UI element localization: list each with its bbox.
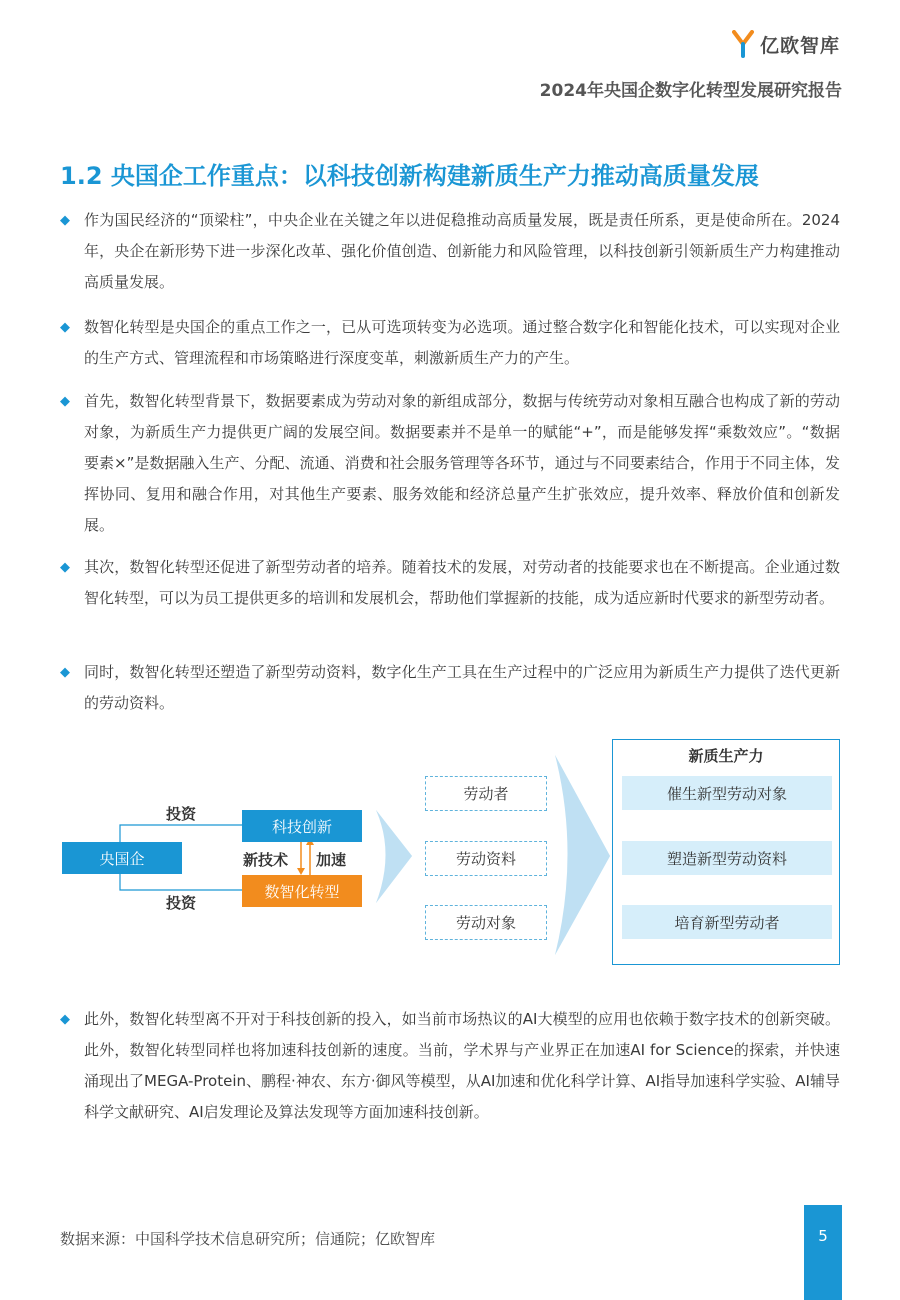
diamond-bullet-icon: ◆ [60,213,70,228]
brand-logo [732,30,840,58]
paragraph-text: 数智化转型是央国企的重点工作之一，已从可选项转变为必选项。通过整合数字化和智能化技术，可以实现对企业的生产方式、管理流程和市场策略进行深度变革，刺激新质生产力的产生。 [84,318,840,367]
diamond-bullet-icon: ◆ [60,665,70,680]
paragraph-text: 同时，数智化转型还塑造了新型劳动资料，数字化生产工具在生产过程中的广泛应用为新质生产力提供了迭代更新的劳动资料。 [84,663,840,712]
productivity-diagram [0,735,900,975]
paragraph-5 [60,657,840,719]
digital-transform-node: 数智化转型 [242,875,362,907]
factor-labor-means: 劳动资料 [425,841,547,876]
paragraph-text: 此外，数智化转型离不开对于科技创新的投入，如当前市场热议的AI大模型的应用也依赖于数字技术的创新突破。此外，数智化转型同样也将加速科技创新的速度。当前，学术界与产业界正在加速AI for Science的探索，并快速涌现出了MEGA-Protein、鹏程·神农、东方·御风等模型，从AI加速和优化科学计算、AI指导加速科学实验、AI辅导科学文献研究、AI启发理论及算法发现等方面加速科技创新。 [84,1010,840,1121]
soe-node: 央国企 [62,842,182,874]
diamond-bullet-icon: ◆ [60,394,70,409]
logo-text: 亿欧智库 [759,34,840,57]
invest-top-label: 投资 [166,805,197,823]
diamond-bullet-icon: ◆ [60,320,70,335]
page-number-box [804,1205,842,1300]
new-tech-label: 新技术 [243,851,289,869]
invest-bottom-label: 投资 [166,894,197,912]
new-productivity-title: 新质生产力 [688,747,764,765]
paragraph-text: 首先，数智化转型背景下，数据要素成为劳动对象的新组成部分，数据与传统劳动对象相互融合也构成了新的劳动对象，为新质生产力提供更广阔的发展空间。数据要素并不是单一的赋能“+”，而是能够发挥“乘数效应”。“数据要素×”是数据融入生产、分配、流通、消费和社会服务管理等各环节，通过与不同要素结合，作用于不同主体，发挥协同、复用和融合作用，对其他生产要素、服务效能和经济总量产生扩张效应，提升效率、释放价值和创新发展。 [84,392,840,534]
paragraph-3 [60,386,840,541]
paragraph-4 [60,552,840,614]
factor-labor-object: 劳动对象 [425,905,547,940]
output-new-laborer: 培育新型劳动者 [622,905,832,939]
diamond-bullet-icon: ◆ [60,1012,70,1027]
paragraph-6 [60,1004,840,1128]
diamond-bullet-icon: ◆ [60,560,70,575]
accelerate-label: 加速 [316,851,347,869]
paragraph-text: 作为国民经济的“顶梁柱”，中央企业在关键之年以进促稳推动高质量发展，既是责任所系，更是使命所在。2024年，央企在新形势下进一步深化改革、强化价值创造、创新能力和风险管理，以科技创新引领新质生产力构建推动高质量发展。 [84,211,840,291]
report-title: 2024年央国企数字化转型发展研究报告 [539,81,842,101]
tech-innovation-node: 科技创新 [242,810,362,842]
page-number: 5 [818,1227,828,1245]
output-new-labor-means: 塑造新型劳动资料 [622,841,832,875]
paragraph-text: 其次，数智化转型还促进了新型劳动者的培养。随着技术的发展，对劳动者的技能要求也在不断提高。企业通过数智化转型，可以为员工提供更多的培训和发展机会，帮助他们掌握新的技能，成为适应新时代要求的新型劳动者。 [84,558,840,607]
logo-icon [732,30,754,58]
paragraph-2 [60,312,840,374]
section-title: 1.2 央国企工作重点：以科技创新构建新质生产力推动高质量发展 [60,162,759,190]
paragraph-1 [60,205,840,298]
output-new-labor-object: 催生新型劳动对象 [622,776,832,810]
data-source: 数据来源：中国科学技术信息研究所；信通院；亿欧智库 [60,1230,436,1248]
factor-laborer: 劳动者 [425,776,547,811]
